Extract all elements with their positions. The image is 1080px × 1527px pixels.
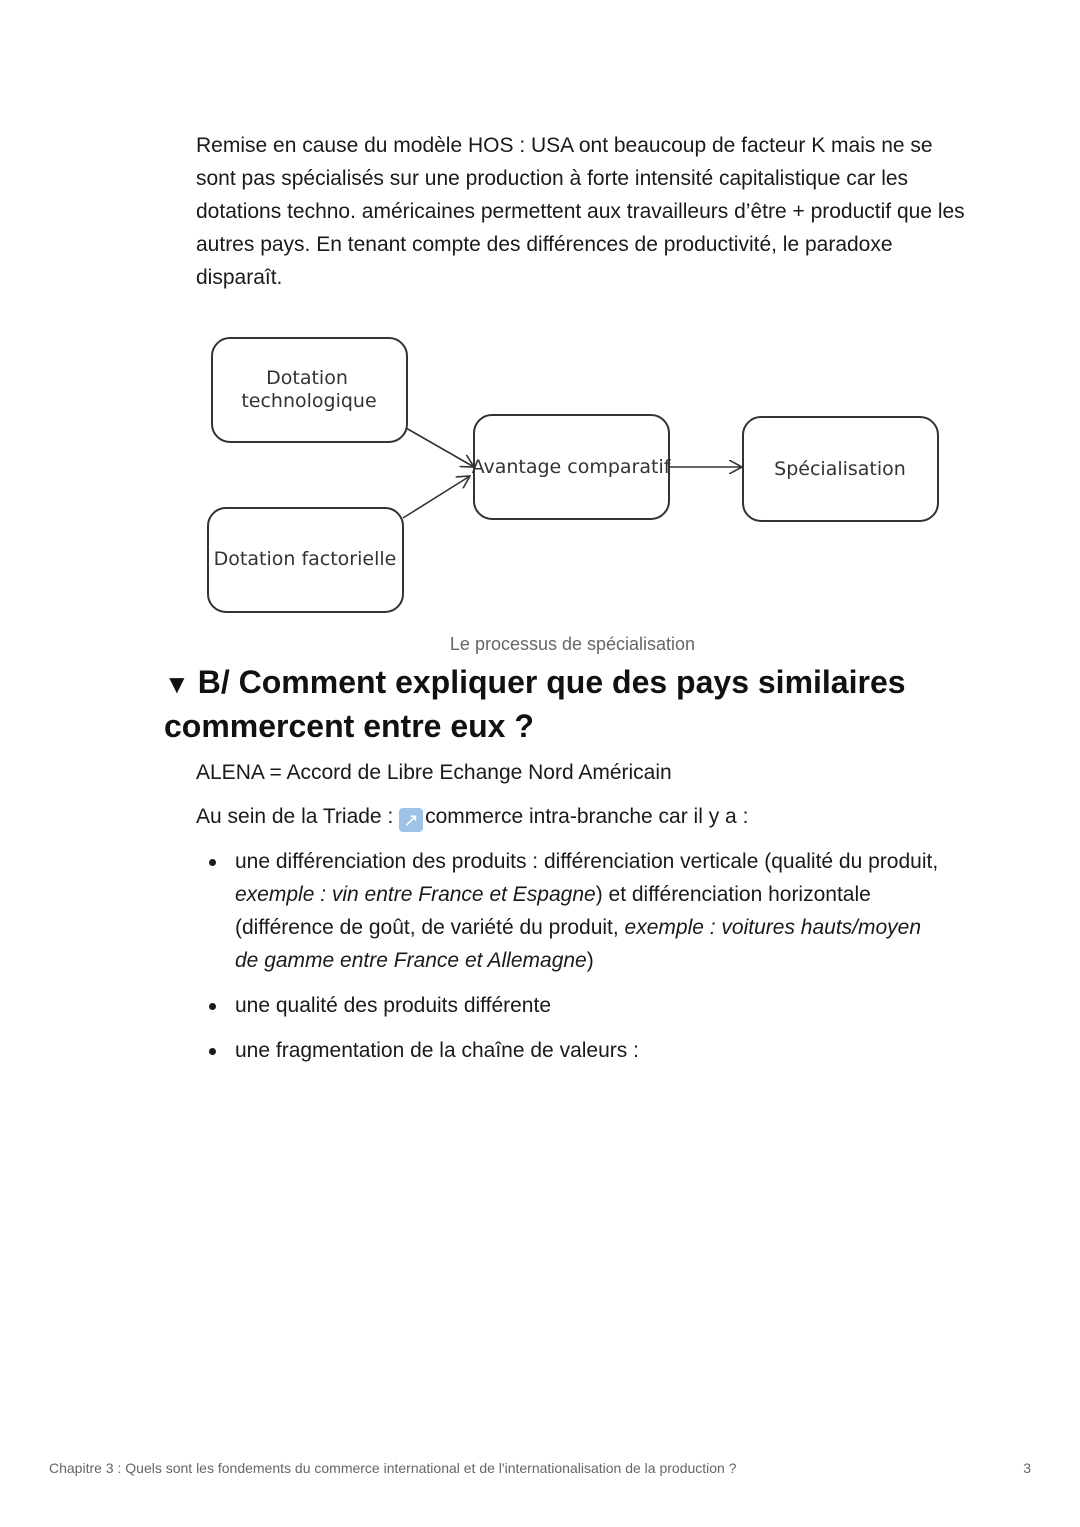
list-item: une qualité des produits différente xyxy=(208,989,943,1022)
node-specialisation xyxy=(743,417,938,521)
page-number: 3 xyxy=(1023,1460,1031,1476)
footer-chapter-title: Chapitre 3 : Quels sont les fondements du commerce international et de l'internationalisation de la production ? xyxy=(49,1460,737,1476)
node-avantage-comparatif xyxy=(472,415,672,519)
section-b-title: B/ Comment expliquer que des pays similaires commercent entre eux ? xyxy=(164,664,906,744)
node-tech-label-1: Dotation xyxy=(266,367,348,389)
bullet1-text-3: ) xyxy=(586,949,594,972)
up-right-arrow-icon: ↗ xyxy=(399,808,423,832)
specialisation-diagram xyxy=(180,325,960,625)
list-item xyxy=(208,845,943,977)
node-tech-label-2: technologique xyxy=(241,390,377,412)
bullet1-example-2: exemple : voitures hauts/moyen de gamme entre France et Allemagne xyxy=(235,916,922,972)
toggle-triangle-icon[interactable]: ▼ xyxy=(164,669,190,699)
diagram-caption: Le processus de spécialisation xyxy=(449,634,696,654)
triade-line xyxy=(196,800,966,833)
reasons-list xyxy=(208,845,943,1079)
bullet1-text-2: ) et différenciation horizontale (différence de goût, de variété du produit, xyxy=(235,883,871,939)
bullet1-example-1: exemple : vin entre France et Espagne xyxy=(235,883,596,906)
triade-rest: commerce intra-branche car il y a : xyxy=(425,805,749,828)
triade-prefix: Au sein de la Triade : xyxy=(196,805,400,828)
alena-definition: ALENA = Accord de Libre Echange Nord Américain xyxy=(196,761,672,784)
intro-paragraph: Remise en cause du modèle HOS : USA ont beaucoup de facteur K mais ne se sont pas spécialisés sur une production à forte intensité capitalistique car les dotations techno. américaines permettent aux travailleurs d’être + productif que les autres pays. En tenant compte des différences de productivité, le paradoxe disparaît. xyxy=(196,134,965,289)
node-avantage-label: Avantage comparatif xyxy=(471,456,671,478)
node-dotation-technologique xyxy=(212,338,407,442)
node-dotation-factorielle xyxy=(208,508,403,612)
arrow-fact-to-avantage xyxy=(403,476,470,518)
list-item: une fragmentation de la chaîne de valeurs : xyxy=(208,1034,943,1067)
node-spec-label: Spécialisation xyxy=(774,458,906,480)
arrow-tech-to-avantage xyxy=(406,428,474,467)
bullet1-text-1: une différenciation des produits : différenciation verticale (qualité du produit, xyxy=(235,850,939,873)
node-fact-label: Dotation factorielle xyxy=(213,548,397,570)
section-b-heading[interactable] xyxy=(164,661,964,747)
